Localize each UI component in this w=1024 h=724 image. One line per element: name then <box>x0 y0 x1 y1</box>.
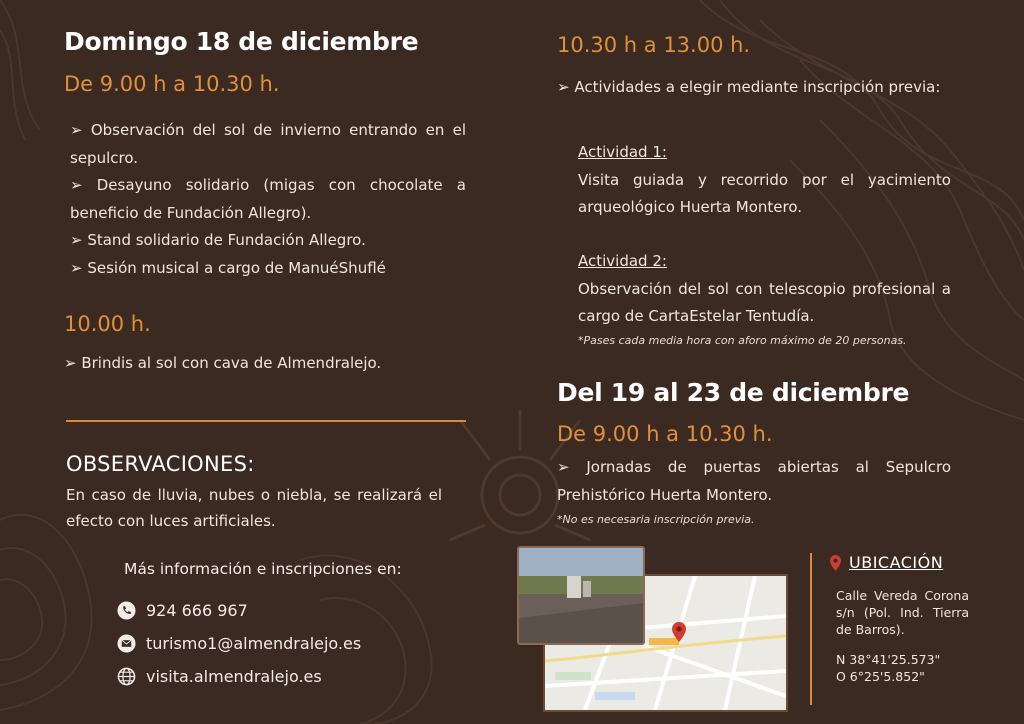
activity-1 <box>578 139 951 222</box>
no-inscription-note: *No es necesaria inscripción previa. <box>557 513 755 526</box>
brindis-item: ➢ Brindis al sol con cava de Almendralejo. <box>64 354 382 372</box>
site-photo <box>517 546 645 645</box>
location-header <box>830 553 943 572</box>
time-10h: 10.00 h. <box>64 312 151 336</box>
second-title-date: Del 19 al 23 de diciembre <box>557 378 910 407</box>
list-item: ➢ Desayuno solidario (migas con chocolate a beneficio de Fundación Allegro). <box>70 176 466 222</box>
phone-number: 924 666 967 <box>146 601 248 620</box>
time-range-2: 10.30 h a 13.00 h. <box>557 33 751 57</box>
location-divider <box>810 553 812 705</box>
main-title-date: Domingo 18 de diciembre <box>64 27 419 56</box>
phone-icon <box>117 601 136 620</box>
activity-2 <box>578 248 951 331</box>
contact-phone[interactable] <box>117 601 248 620</box>
location-address: Calle Vereda Corona s/n (Pol. Ind. Tierra de Barros). <box>836 588 969 637</box>
activity-1-text: Visita guiada y recorrido por el yacimiento arqueológico Huerta Montero. <box>578 170 951 216</box>
list-item: ➢ Observación del sol de invierno entrando en el sepulcro. <box>70 121 466 167</box>
time-range-3: De 9.00 h a 10.30 h. <box>557 422 773 446</box>
globe-icon <box>117 667 136 686</box>
location-longitude: O 6°25'5.852" <box>836 669 925 684</box>
capacity-note: *Pases cada media hora con aforo máximo de 20 personas. <box>578 334 907 347</box>
section-divider <box>66 420 466 422</box>
list-item: ➢ Sesión musical a cargo de ManuéShuflé <box>70 258 386 277</box>
map-pin-icon <box>672 622 686 642</box>
location-title: UBICACIÓN <box>849 553 944 572</box>
email-address: turismo1@almendralejo.es <box>146 634 362 653</box>
observaciones-title: OBSERVACIONES: <box>66 452 255 476</box>
activity-2-label: Actividad 2: <box>578 252 667 270</box>
location-latitude: N 38°41'25.573" <box>836 652 941 667</box>
open-days-item: ➢ Jornadas de puertas abiertas al Sepulcro Prehistórico Huerta Montero. <box>557 458 951 504</box>
website-url: visita.almendralejo.es <box>146 667 322 686</box>
activities-list-1 <box>70 117 466 282</box>
location-pin-icon <box>830 555 841 571</box>
info-title: Más información e inscripciones en: <box>124 560 402 578</box>
email-icon <box>117 634 136 653</box>
time-range-1: De 9.00 h a 10.30 h. <box>64 72 280 96</box>
list-item: ➢ Stand solidario de Fundación Allegro. <box>70 231 366 249</box>
contact-web[interactable] <box>117 667 322 686</box>
observaciones-text: En caso de lluvia, nubes o niebla, se realizará el efecto con luces artificiales. <box>66 486 442 530</box>
contact-email[interactable] <box>117 634 361 653</box>
activity-1-label: Actividad 1: <box>578 143 667 161</box>
activity-2-text: Observación del sol con telescopio profesional a cargo de CartaEstelar Tentudía. <box>578 279 951 325</box>
activities-intro: ➢ Actividades a elegir mediante inscripción previa: <box>557 78 941 96</box>
